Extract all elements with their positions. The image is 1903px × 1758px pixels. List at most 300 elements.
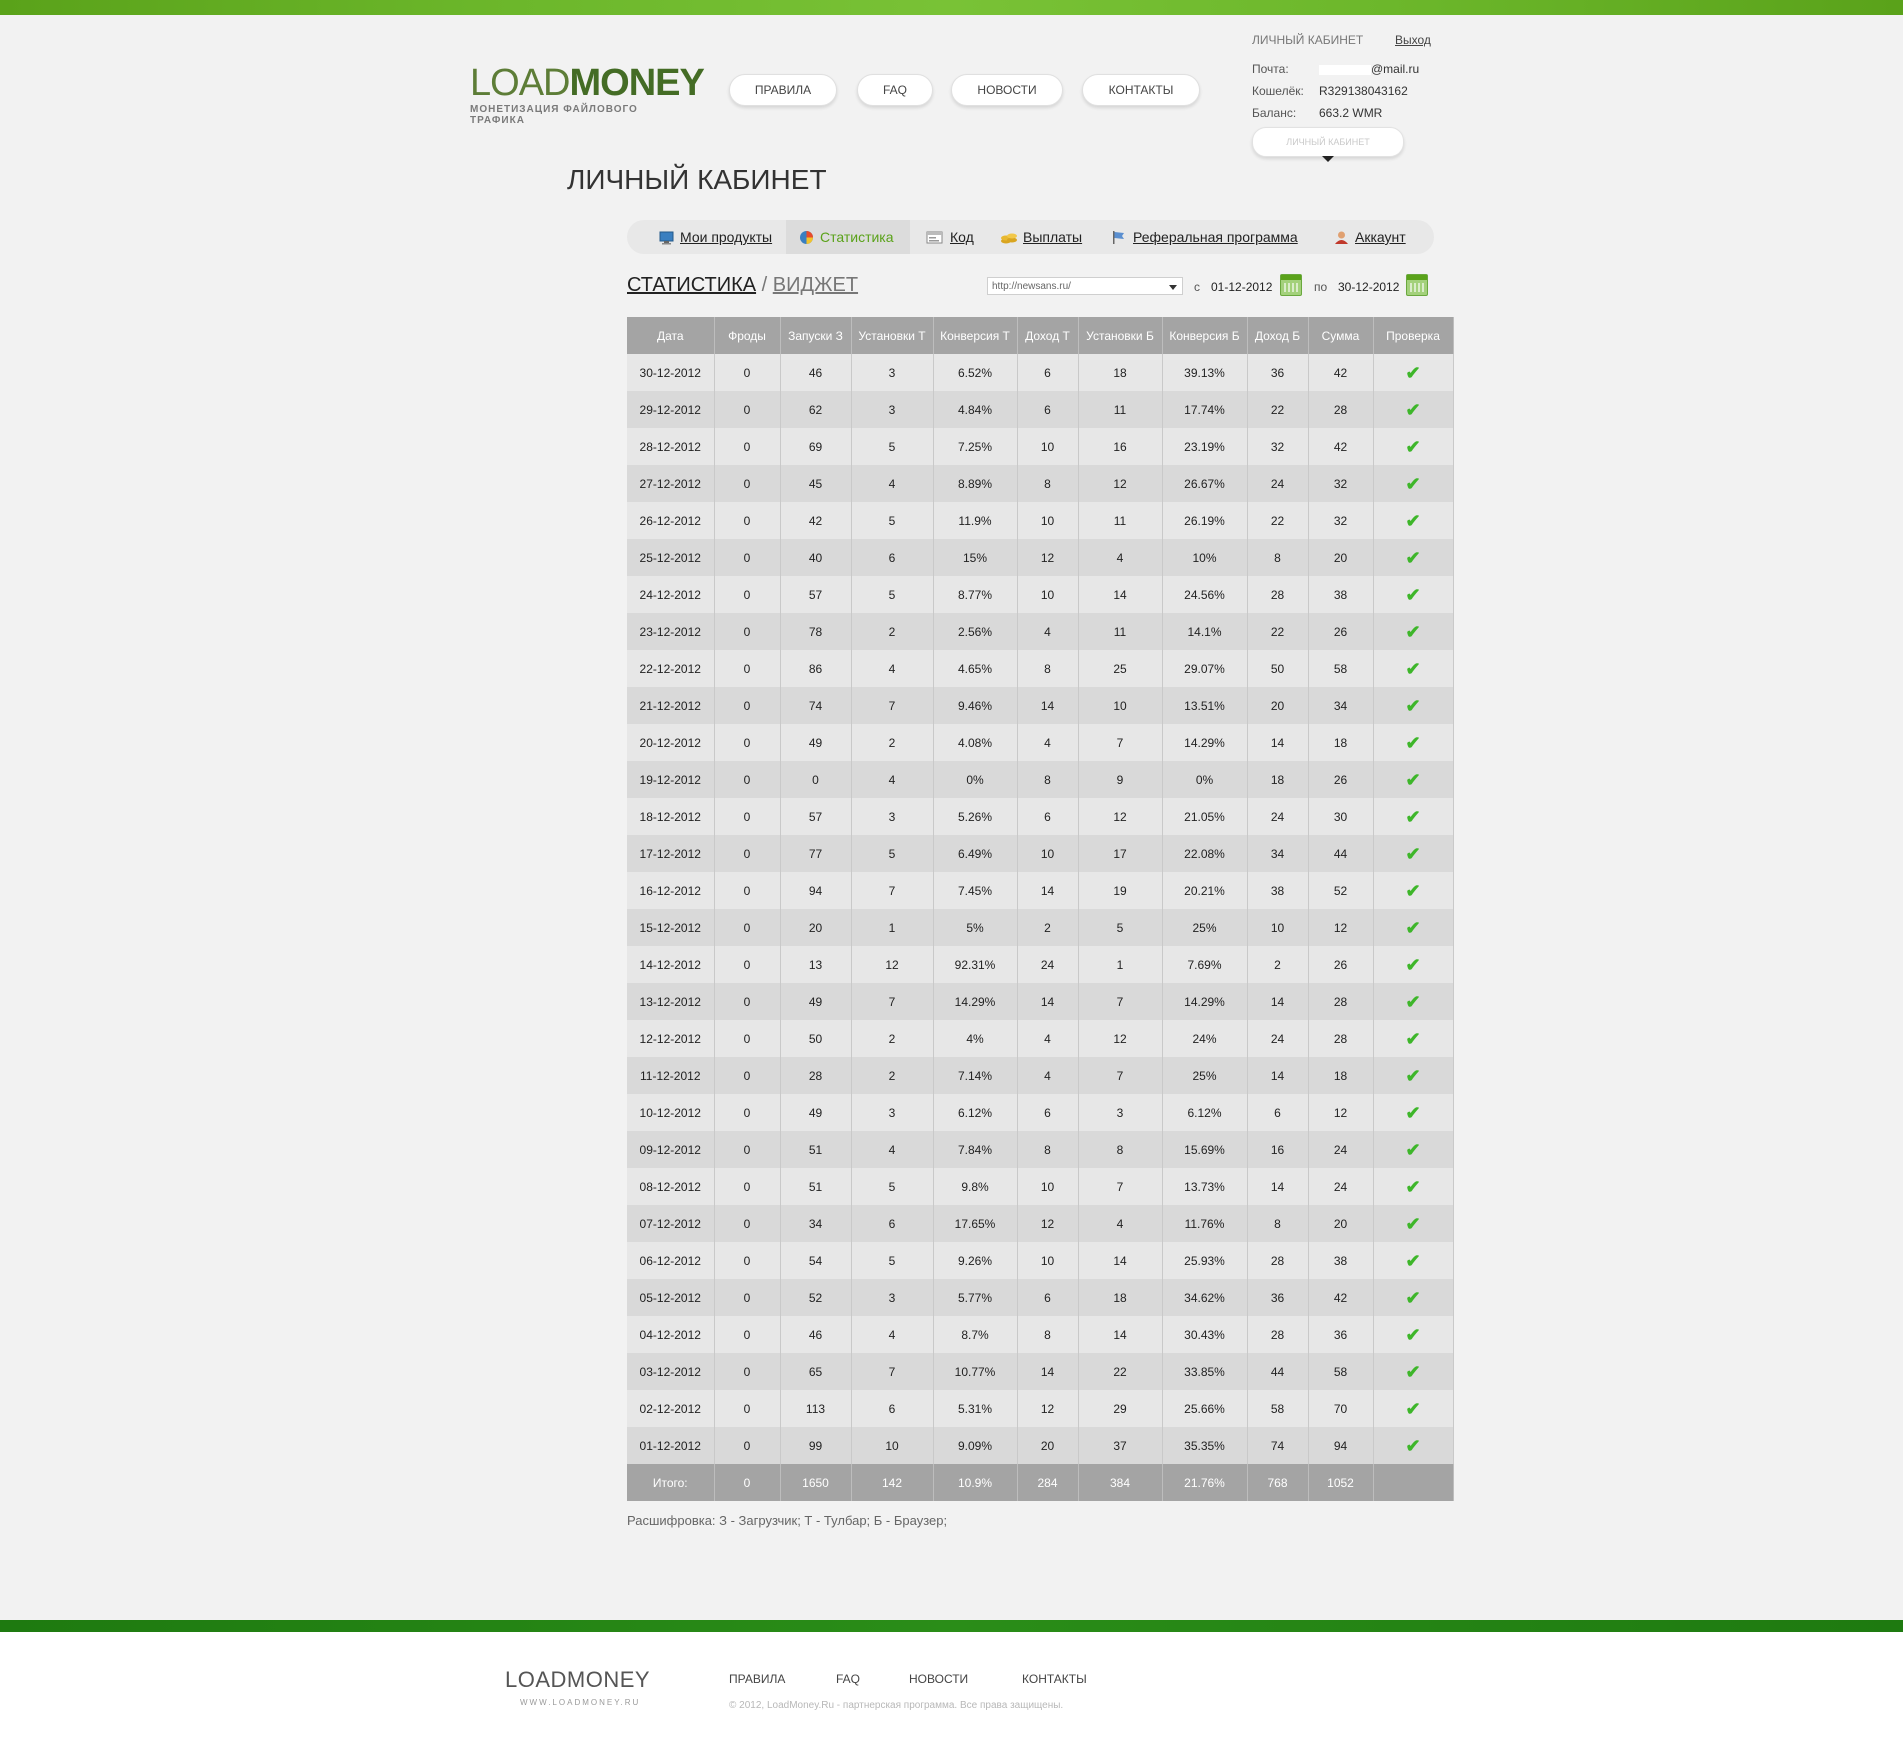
checkmark-icon: ✔: [1405, 917, 1421, 938]
table-cell: 12-12-2012: [627, 1020, 714, 1057]
table-cell: 25%: [1162, 1057, 1247, 1094]
table-cell: 07-12-2012: [627, 1205, 714, 1242]
total-cell: [1373, 1464, 1453, 1501]
table-cell: 0: [714, 650, 780, 687]
nav-rules-button[interactable]: ПРАВИЛА: [729, 74, 837, 106]
table-cell: 6: [851, 539, 933, 576]
table-cell: 5: [851, 428, 933, 465]
table-cell: 0: [714, 1279, 780, 1316]
table-cell: 10: [1017, 1242, 1078, 1279]
table-cell: 5: [851, 502, 933, 539]
site-select-value: http://newsans.ru/: [992, 281, 1071, 292]
table-cell: 14.29%: [933, 983, 1017, 1020]
table-row: [627, 1057, 1453, 1094]
date-to-value[interactable]: 30-12-2012: [1338, 280, 1400, 294]
logo-wordmark: LOADMONEY: [470, 62, 704, 104]
page-title: ЛИЧНЫЙ КАБИНЕТ: [567, 164, 827, 195]
table-cell: 8.77%: [933, 576, 1017, 613]
table-cell: 18: [1078, 1279, 1162, 1316]
table-cell: 22: [1247, 391, 1308, 428]
table-row: [627, 1094, 1453, 1131]
table-cell: 23.19%: [1162, 428, 1247, 465]
table-cell: 14: [1078, 1242, 1162, 1279]
table-cell: 2: [1247, 946, 1308, 983]
logout-link[interactable]: Выход: [1395, 33, 1431, 47]
table-cell: 36: [1247, 1279, 1308, 1316]
column-header: Запуски З: [780, 317, 851, 354]
table-cell: 11-12-2012: [627, 1057, 714, 1094]
table-cell: 17-12-2012: [627, 835, 714, 872]
cabinet-pointer-icon: [1322, 156, 1334, 162]
table-cell: 8.89%: [933, 465, 1017, 502]
table-cell: 12: [1078, 1020, 1162, 1057]
check-cell: [1373, 1316, 1453, 1353]
table-cell: 8: [1017, 1316, 1078, 1353]
table-row: [627, 1279, 1453, 1316]
table-cell: 5: [851, 1242, 933, 1279]
table-cell: 52: [1308, 872, 1373, 909]
check-cell: [1373, 1353, 1453, 1390]
table-cell: 28: [780, 1057, 851, 1094]
table-row: [627, 539, 1453, 576]
table-cell: 46: [780, 1316, 851, 1353]
table-cell: 24: [1247, 1020, 1308, 1057]
total-cell: 1052: [1308, 1464, 1373, 1501]
checkmark-icon: ✔: [1405, 1139, 1421, 1160]
table-cell: 24: [1247, 465, 1308, 502]
table-cell: 4: [1017, 724, 1078, 761]
table-cell: 02-12-2012: [627, 1390, 714, 1427]
check-cell: [1373, 1057, 1453, 1094]
checkmark-icon: ✔: [1405, 621, 1421, 642]
table-row: [627, 391, 1453, 428]
table-cell: 13.51%: [1162, 687, 1247, 724]
user-mail-row: [1252, 62, 1452, 80]
tab-payouts[interactable]: [1000, 220, 1090, 254]
table-cell: 7: [851, 687, 933, 724]
table-cell: 10: [1078, 687, 1162, 724]
table-cell: 10%: [1162, 539, 1247, 576]
table-cell: 25: [1078, 650, 1162, 687]
calendar-to-icon[interactable]: [1406, 274, 1428, 296]
table-total-row: [627, 1464, 1453, 1501]
table-row: [627, 428, 1453, 465]
table-row: [627, 1353, 1453, 1390]
table-cell: 7: [1078, 1168, 1162, 1205]
table-cell: 0: [714, 1094, 780, 1131]
statistics-link[interactable]: СТАТИСТИКА: [627, 274, 757, 296]
table-cell: 4%: [933, 1020, 1017, 1057]
footer-logo[interactable]: LOADMONEY: [505, 1667, 651, 1692]
column-header: Проверка: [1373, 317, 1453, 354]
table-cell: 6.49%: [933, 835, 1017, 872]
tab-label: Реферальная программа: [1133, 229, 1298, 245]
checkmark-icon: ✔: [1405, 806, 1421, 827]
footer-contacts-link[interactable]: КОНТАКТЫ: [1022, 1672, 1087, 1686]
table-cell: 51: [780, 1168, 851, 1205]
table-cell: 77: [780, 835, 851, 872]
total-cell: 384: [1078, 1464, 1162, 1501]
table-cell: 11.9%: [933, 502, 1017, 539]
tab-referral[interactable]: [1111, 220, 1311, 254]
checkmark-icon: ✔: [1405, 732, 1421, 753]
checkmark-icon: ✔: [1405, 1324, 1421, 1345]
checkmark-icon: ✔: [1405, 473, 1421, 494]
table-cell: 20: [1308, 539, 1373, 576]
table-cell: 4: [851, 1316, 933, 1353]
table-cell: 09-12-2012: [627, 1131, 714, 1168]
table-cell: 58: [1247, 1390, 1308, 1427]
table-cell: 20-12-2012: [627, 724, 714, 761]
check-cell: [1373, 391, 1453, 428]
legend-text: Расшифровка: З - Загрузчик; Т - Тулбар; Б - Браузер;: [627, 1513, 948, 1528]
table-row: [627, 1131, 1453, 1168]
table-cell: 7: [851, 872, 933, 909]
table-cell: 29.07%: [1162, 650, 1247, 687]
table-cell: 15.69%: [1162, 1131, 1247, 1168]
table-cell: 0: [780, 761, 851, 798]
table-cell: 0: [714, 465, 780, 502]
checkmark-icon: ✔: [1405, 991, 1421, 1012]
table-cell: 26.67%: [1162, 465, 1247, 502]
footer-faq-link[interactable]: FAQ: [836, 1672, 861, 1686]
table-cell: 44: [1247, 1353, 1308, 1390]
table-cell: 37: [1078, 1427, 1162, 1464]
mail-label: Почта:: [1252, 62, 1289, 76]
table-cell: 4: [851, 650, 933, 687]
table-cell: 12: [1078, 465, 1162, 502]
table-cell: 33.85%: [1162, 1353, 1247, 1390]
table-cell: 27-12-2012: [627, 465, 714, 502]
table-cell: 13.73%: [1162, 1168, 1247, 1205]
table-cell: 99: [780, 1427, 851, 1464]
total-cell: 142: [851, 1464, 933, 1501]
table-cell: 2: [851, 613, 933, 650]
table-cell: 0: [714, 539, 780, 576]
wallet-label: Кошелёк:: [1252, 84, 1304, 98]
table-cell: 0: [714, 798, 780, 835]
table-cell: 44: [1308, 835, 1373, 872]
table-cell: 7: [1078, 983, 1162, 1020]
table-cell: 57: [780, 798, 851, 835]
table-cell: 10: [851, 1427, 933, 1464]
column-header: Установки Б: [1078, 317, 1162, 354]
footer-green-bar: [0, 1620, 1903, 1632]
total-cell: 284: [1017, 1464, 1078, 1501]
table-cell: 65: [780, 1353, 851, 1390]
table-cell: 50: [1247, 650, 1308, 687]
table-cell: 70: [1308, 1390, 1373, 1427]
checkmark-icon: ✔: [1405, 547, 1421, 568]
top-green-bar: [0, 0, 1903, 15]
checkmark-icon: ✔: [1405, 362, 1421, 383]
table-cell: 0: [714, 502, 780, 539]
table-cell: 11.76%: [1162, 1205, 1247, 1242]
nav-contacts-button[interactable]: КОНТАКТЫ: [1082, 74, 1200, 106]
check-cell: [1373, 724, 1453, 761]
checkmark-icon: ✔: [1405, 880, 1421, 901]
table-cell: 0%: [933, 761, 1017, 798]
site-logo[interactable]: [470, 62, 704, 126]
date-to-label: по: [1314, 280, 1328, 294]
table-cell: 5: [851, 835, 933, 872]
table-cell: 22: [1247, 613, 1308, 650]
table-cell: 6: [1017, 798, 1078, 835]
tab-code[interactable]: [926, 220, 981, 254]
table-cell: 25-12-2012: [627, 539, 714, 576]
table-cell: 42: [780, 502, 851, 539]
table-cell: 8: [1017, 1131, 1078, 1168]
table-cell: 36: [1247, 354, 1308, 391]
table-cell: 2: [851, 724, 933, 761]
table-cell: 23-12-2012: [627, 613, 714, 650]
check-cell: [1373, 983, 1453, 1020]
table-row: [627, 687, 1453, 724]
table-cell: 6: [1017, 1279, 1078, 1316]
table-cell: 3: [851, 391, 933, 428]
table-cell: 26: [1308, 613, 1373, 650]
table-cell: 45: [780, 465, 851, 502]
table-cell: 69: [780, 428, 851, 465]
table-cell: 14.29%: [1162, 724, 1247, 761]
table-cell: 8: [1017, 465, 1078, 502]
table-cell: 8: [1017, 650, 1078, 687]
table-cell: 18: [1078, 354, 1162, 391]
table-cell: 34: [1247, 835, 1308, 872]
table-cell: 14.1%: [1162, 613, 1247, 650]
table-cell: 32: [1308, 502, 1373, 539]
balance-label: Баланс:: [1252, 106, 1297, 120]
tab-statistics[interactable]: [786, 220, 910, 254]
table-cell: 12: [1078, 798, 1162, 835]
table-cell: 0: [714, 761, 780, 798]
table-cell: 16-12-2012: [627, 872, 714, 909]
table-cell: 7: [1078, 1057, 1162, 1094]
table-cell: 7: [851, 983, 933, 1020]
table-cell: 0: [714, 872, 780, 909]
tab-my-products[interactable]: [659, 220, 779, 254]
table-cell: 10: [1017, 576, 1078, 613]
footer-rules-link[interactable]: ПРАВИЛА: [729, 1672, 786, 1686]
table-cell: 11: [1078, 391, 1162, 428]
checkmark-icon: ✔: [1405, 1213, 1421, 1234]
table-cell: 17: [1078, 835, 1162, 872]
date-from-value[interactable]: 01-12-2012: [1211, 280, 1273, 294]
check-cell: [1373, 1427, 1453, 1464]
table-cell: 21-12-2012: [627, 687, 714, 724]
widget-link[interactable]: ВИДЖЕТ: [772, 274, 859, 296]
tab-label: Аккаунт: [1355, 229, 1406, 245]
check-cell: [1373, 1205, 1453, 1242]
table-cell: 14: [1017, 687, 1078, 724]
table-cell: 38: [1247, 872, 1308, 909]
table-cell: 3: [1078, 1094, 1162, 1131]
check-cell: [1373, 872, 1453, 909]
checkmark-icon: ✔: [1405, 1065, 1421, 1086]
table-cell: 14: [1247, 1057, 1308, 1094]
table-cell: 30.43%: [1162, 1316, 1247, 1353]
table-row: [627, 354, 1453, 391]
check-cell: [1373, 761, 1453, 798]
checkmark-icon: ✔: [1405, 1361, 1421, 1382]
table-cell: 0: [714, 1390, 780, 1427]
table-cell: 14: [1247, 983, 1308, 1020]
tab-account[interactable]: [1334, 220, 1414, 254]
table-cell: 08-12-2012: [627, 1168, 714, 1205]
table-cell: 1: [1078, 946, 1162, 983]
table-cell: 25.93%: [1162, 1242, 1247, 1279]
table-cell: 0: [714, 428, 780, 465]
table-cell: 10: [1017, 428, 1078, 465]
check-cell: [1373, 687, 1453, 724]
footer-logo-sub: WWW.LOADMONEY.RU: [520, 1698, 641, 1707]
table-cell: 6: [1017, 1094, 1078, 1131]
table-cell: 18: [1308, 724, 1373, 761]
balance-value: 663.2 WMR: [1319, 106, 1383, 120]
site-select[interactable]: [987, 277, 1183, 295]
table-cell: 3: [851, 798, 933, 835]
checkmark-icon: ✔: [1405, 1435, 1421, 1456]
checkmark-icon: ✔: [1405, 769, 1421, 790]
table-cell: 0: [714, 1168, 780, 1205]
checkmark-icon: ✔: [1405, 695, 1421, 716]
table-cell: 18-12-2012: [627, 798, 714, 835]
table-cell: 17.74%: [1162, 391, 1247, 428]
cabinet-button[interactable]: ЛИЧНЫЙ КАБИНЕТ: [1252, 127, 1404, 157]
table-row: [627, 835, 1453, 872]
table-cell: 0%: [1162, 761, 1247, 798]
table-cell: 40: [780, 539, 851, 576]
table-cell: 4: [851, 465, 933, 502]
table-cell: 7: [1078, 724, 1162, 761]
logo-tagline: МОНЕТИЗАЦИЯ ФАЙЛОВОГО ТРАФИКА: [470, 104, 638, 126]
table-cell: 14: [1078, 576, 1162, 613]
total-cell: 768: [1247, 1464, 1308, 1501]
table-cell: 49: [780, 1094, 851, 1131]
table-cell: 10: [1017, 502, 1078, 539]
table-cell: 5.26%: [933, 798, 1017, 835]
table-cell: 4: [1078, 539, 1162, 576]
table-cell: 22.08%: [1162, 835, 1247, 872]
table-cell: 20.21%: [1162, 872, 1247, 909]
table-cell: 36: [1308, 1316, 1373, 1353]
table-cell: 42: [1308, 428, 1373, 465]
footer-news-link[interactable]: НОВОСТИ: [909, 1672, 969, 1686]
check-cell: [1373, 1242, 1453, 1279]
table-cell: 7.14%: [933, 1057, 1017, 1094]
table-cell: 4: [851, 1131, 933, 1168]
column-header: Установки Т: [851, 317, 933, 354]
table-row: [627, 613, 1453, 650]
column-header: Доход Б: [1247, 317, 1308, 354]
table-cell: 0: [714, 1242, 780, 1279]
table-cell: 18: [1247, 761, 1308, 798]
table-cell: 46: [780, 354, 851, 391]
table-cell: 0: [714, 909, 780, 946]
table-cell: 0: [714, 613, 780, 650]
table-cell: 05-12-2012: [627, 1279, 714, 1316]
table-cell: 58: [1308, 650, 1373, 687]
table-cell: 4: [851, 761, 933, 798]
table-row: [627, 946, 1453, 983]
table-cell: 20: [1017, 1427, 1078, 1464]
pie-chart-icon: [799, 230, 814, 245]
table-cell: 14.29%: [1162, 983, 1247, 1020]
table-cell: 8: [1078, 1131, 1162, 1168]
table-cell: 6: [851, 1205, 933, 1242]
table-row: [627, 1020, 1453, 1057]
table-cell: 4: [1017, 1057, 1078, 1094]
table-cell: 6: [1247, 1094, 1308, 1131]
table-row: [627, 1316, 1453, 1353]
table-cell: 5%: [933, 909, 1017, 946]
table-row: [627, 983, 1453, 1020]
table-cell: 42: [1308, 354, 1373, 391]
table-cell: 0: [714, 946, 780, 983]
table-cell: 58: [1308, 1353, 1373, 1390]
table-cell: 35.35%: [1162, 1427, 1247, 1464]
table-cell: 28-12-2012: [627, 428, 714, 465]
mail-value: @mail.ru: [1319, 62, 1419, 76]
table-cell: 26: [1308, 761, 1373, 798]
table-cell: 0: [714, 1427, 780, 1464]
table-cell: 6.12%: [1162, 1094, 1247, 1131]
table-cell: 57: [780, 576, 851, 613]
column-header: Конверсия Т: [933, 317, 1017, 354]
nav-faq-button[interactable]: FAQ: [857, 74, 933, 106]
table-cell: 52: [780, 1279, 851, 1316]
table-cell: 29: [1078, 1390, 1162, 1427]
table-cell: 42: [1308, 1279, 1373, 1316]
table-row: [627, 872, 1453, 909]
table-cell: 15%: [933, 539, 1017, 576]
check-cell: [1373, 428, 1453, 465]
nav-news-button[interactable]: НОВОСТИ: [951, 74, 1063, 106]
table-cell: 4.08%: [933, 724, 1017, 761]
table-cell: 22-12-2012: [627, 650, 714, 687]
table-cell: 7.84%: [933, 1131, 1017, 1168]
table-cell: 74: [1247, 1427, 1308, 1464]
table-cell: 32: [1247, 428, 1308, 465]
table-cell: 0: [714, 724, 780, 761]
check-cell: [1373, 613, 1453, 650]
table-cell: 10.77%: [933, 1353, 1017, 1390]
table-cell: 14: [1078, 1316, 1162, 1353]
calendar-from-icon[interactable]: [1280, 274, 1302, 296]
user-wallet-row: [1252, 84, 1452, 102]
table-cell: 25%: [1162, 909, 1247, 946]
check-cell: [1373, 354, 1453, 391]
table-cell: 12: [1017, 1205, 1078, 1242]
table-cell: 20: [1247, 687, 1308, 724]
table-cell: 2.56%: [933, 613, 1017, 650]
table-cell: 51: [780, 1131, 851, 1168]
table-cell: 0: [714, 576, 780, 613]
table-cell: 28: [1308, 1020, 1373, 1057]
table-cell: 9.26%: [933, 1242, 1017, 1279]
table-cell: 30: [1308, 798, 1373, 835]
table-cell: 28: [1247, 576, 1308, 613]
statistics-table: [627, 317, 1454, 1501]
check-cell: [1373, 1279, 1453, 1316]
table-row: [627, 798, 1453, 835]
check-cell: [1373, 576, 1453, 613]
table-row: [627, 576, 1453, 613]
table-cell: 2: [1017, 909, 1078, 946]
coins-icon: [1000, 230, 1018, 245]
table-cell: 8: [1247, 1205, 1308, 1242]
table-cell: 9.8%: [933, 1168, 1017, 1205]
